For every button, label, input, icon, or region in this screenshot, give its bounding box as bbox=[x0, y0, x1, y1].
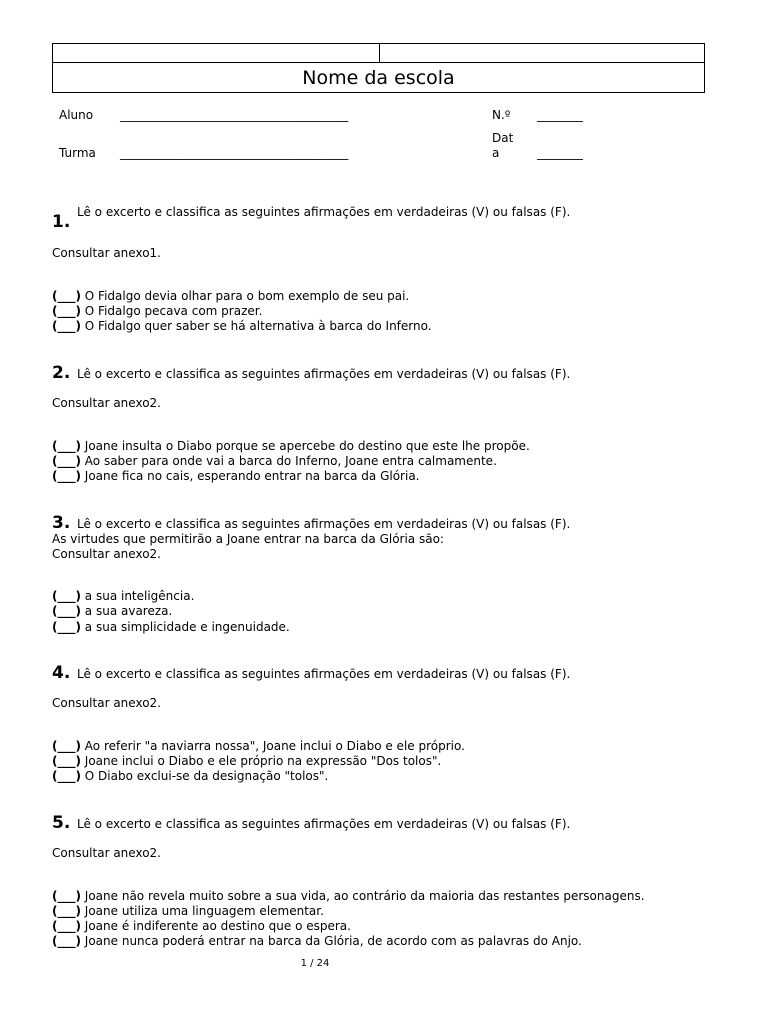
question-3-prompt: Lê o excerto e classifica as seguintes afirmações em verdadeiras (V) ou falsas (F). bbox=[77, 517, 571, 531]
question-4-item: (___) O Diabo exclui-se da designação "tolos". bbox=[52, 769, 329, 783]
answer-blank[interactable]: (___) bbox=[52, 754, 81, 768]
question-3-item: (___) a sua simplicidade e ingenuidade. bbox=[52, 620, 290, 634]
question-1-reference: Consultar anexo1. bbox=[52, 246, 161, 260]
question-4-item: (___) Joane inclui o Diabo e ele próprio na expressão "Dos tolos". bbox=[52, 754, 442, 768]
header-cell-left bbox=[53, 44, 380, 62]
question-4-reference: Consultar anexo2. bbox=[52, 696, 161, 710]
data-label-2: a bbox=[492, 146, 500, 160]
answer-blank[interactable]: (___) bbox=[52, 589, 81, 603]
question-2-item: (___) Joane fica no cais, esperando entrar na barca da Glória. bbox=[52, 469, 420, 483]
question-3-item: (___) a sua avareza. bbox=[52, 604, 173, 618]
question-2-reference: Consultar anexo2. bbox=[52, 396, 161, 410]
turma-line: ________________________________________ bbox=[120, 146, 349, 160]
header-cell-right bbox=[380, 44, 704, 62]
question-5-prompt: Lê o excerto e classifica as seguintes afirmações em verdadeiras (V) ou falsas (F). bbox=[77, 817, 571, 831]
school-name: Nome da escola bbox=[302, 67, 455, 89]
question-4-item: (___) Ao referir "a naviarra nossa", Joane inclui o Diabo e ele próprio. bbox=[52, 739, 465, 753]
answer-blank[interactable]: (___) bbox=[52, 454, 81, 468]
header-table bbox=[52, 43, 705, 93]
question-1-prompt: Lê o excerto e classifica as seguintes afirmações em verdadeiras (V) ou falsas (F). bbox=[77, 205, 571, 219]
question-5-item: (___) Joane é indiferente ao destino que o espera. bbox=[52, 919, 351, 933]
answer-blank[interactable]: (___) bbox=[52, 620, 81, 634]
numero-label: N.º bbox=[492, 108, 511, 122]
data-label-1: Dat bbox=[492, 131, 514, 145]
answer-blank[interactable]: (___) bbox=[52, 439, 81, 453]
question-2-item: (___) Ao saber para onde vai a barca do Inferno, Joane entra calmamente. bbox=[52, 454, 497, 468]
question-1-number: 1. bbox=[52, 212, 71, 232]
header-top-row bbox=[53, 44, 704, 63]
question-5-number: 5. bbox=[52, 813, 71, 833]
answer-blank[interactable]: (___) bbox=[52, 739, 81, 753]
question-5-item: (___) Joane utiliza uma linguagem elementar. bbox=[52, 904, 324, 918]
question-5-reference: Consultar anexo2. bbox=[52, 846, 161, 860]
question-2-number: 2. bbox=[52, 363, 71, 383]
numero-line: ________ bbox=[537, 108, 583, 122]
answer-blank[interactable]: (___) bbox=[52, 319, 81, 333]
turma-label: Turma bbox=[59, 146, 96, 160]
answer-blank[interactable]: (___) bbox=[52, 769, 81, 783]
answer-blank[interactable]: (___) bbox=[52, 304, 81, 318]
answer-blank[interactable]: (___) bbox=[52, 919, 81, 933]
answer-blank[interactable]: (___) bbox=[52, 604, 81, 618]
question-1-item: (___) O Fidalgo quer saber se há alternativa à barca do Inferno. bbox=[52, 319, 432, 333]
question-3-subprompt: As virtudes que permitirão a Joane entrar na barca da Glória são: bbox=[52, 532, 444, 546]
question-5-item: (___) Joane nunca poderá entrar na barca da Glória, de acordo com as palavras do Anjo. bbox=[52, 934, 582, 948]
question-1-item: (___) O Fidalgo pecava com prazer. bbox=[52, 304, 263, 318]
page-number: 1 / 24 bbox=[300, 958, 330, 969]
aluno-label: Aluno bbox=[59, 108, 94, 122]
answer-blank[interactable]: (___) bbox=[52, 289, 81, 303]
aluno-line: ________________________________________ bbox=[120, 108, 349, 122]
question-2-prompt: Lê o excerto e classifica as seguintes afirmações em verdadeiras (V) ou falsas (F). bbox=[77, 367, 571, 381]
data-line: ________ bbox=[537, 146, 583, 160]
answer-blank[interactable]: (___) bbox=[52, 469, 81, 483]
question-4-number: 4. bbox=[52, 663, 71, 683]
answer-blank[interactable]: (___) bbox=[52, 934, 81, 948]
answer-blank[interactable]: (___) bbox=[52, 889, 81, 903]
question-1-item: (___) O Fidalgo devia olhar para o bom exemplo de seu pai. bbox=[52, 289, 410, 303]
question-4-prompt: Lê o excerto e classifica as seguintes afirmações em verdadeiras (V) ou falsas (F). bbox=[77, 667, 571, 681]
answer-blank[interactable]: (___) bbox=[52, 904, 81, 918]
question-3-number: 3. bbox=[52, 513, 71, 533]
question-3-item: (___) a sua inteligência. bbox=[52, 589, 195, 603]
question-3-reference: Consultar anexo2. bbox=[52, 547, 161, 561]
question-5-item: (___) Joane não revela muito sobre a sua vida, ao contrário da maioria das restantes personagens. bbox=[52, 889, 645, 903]
question-2-item: (___) Joane insulta o Diabo porque se apercebe do destino que este lhe propõe. bbox=[52, 439, 530, 453]
